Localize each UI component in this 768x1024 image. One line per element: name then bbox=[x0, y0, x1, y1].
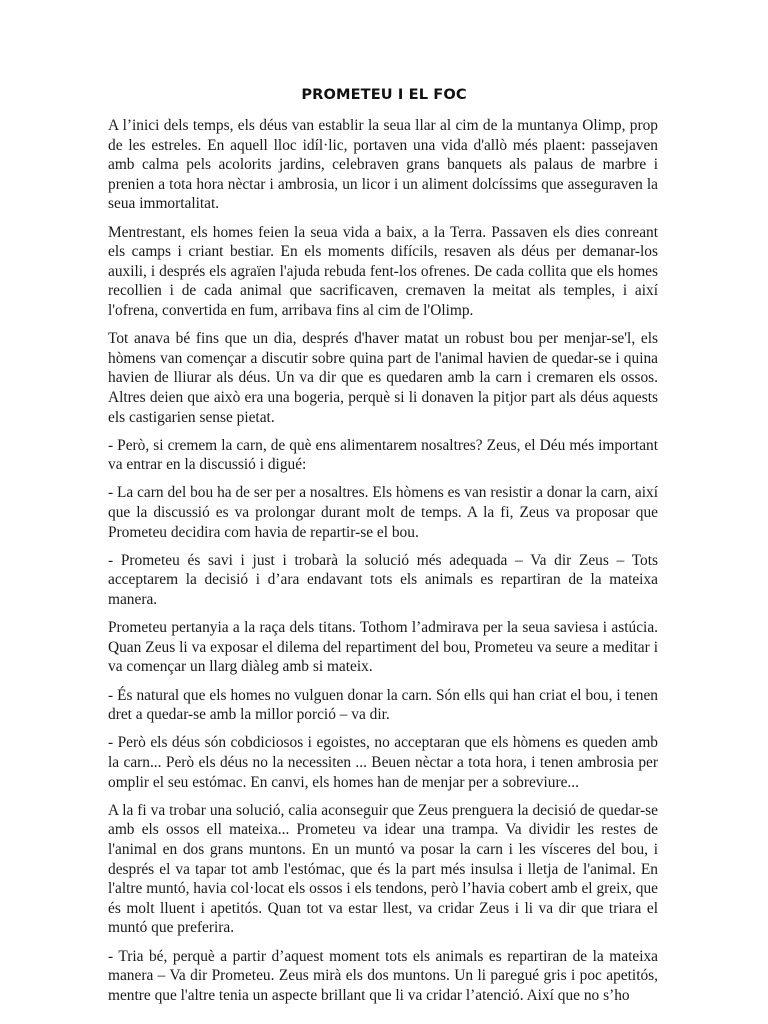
document-title: PROMETEU I EL FOC bbox=[301, 86, 467, 103]
document-body bbox=[108, 116, 658, 1014]
paragraph: Prometeu pertanyia a la raça dels titans. Tothom l’admirava per la seua saviesa i astúcia. Quan Zeus li va exposar el dilema del repartiment del bou, Prometeu va seure a meditar i va començar un llarg diàleg amb si mateix. bbox=[108, 619, 658, 676]
paragraph: Tot anava bé fins que un dia, després d'haver matat un robust bou per menjar-se'l, els hòmens van començar a discutir sobre quina part de l'animal havien de quedar-se i quina havien de lliurar als déus. Un va dir que es quedaren amb la carn i cremaren els ossos. Altres deien que això era una bogeria, perquè si li donaven la pitjor part als déus aquests els castigarien sense pietat. bbox=[108, 330, 658, 426]
paragraph: A l’inici dels temps, els déus van establir la seua llar al cim de la muntanya Olimp, prop de les estreles. En aquell lloc idíl·lic, portaven una vida d'allò més plaent: passejaven amb calma pels acolorits jardins, celebraven grans banquets als palaus de marbre i prenien a tota hora nèctar i ambrosia, un licor i un aliment dolcíssims que asseguraven la seua immortalitat. bbox=[108, 117, 658, 213]
paragraph: - La carn del bou ha de ser per a nosaltres. Els hòmens es van resistir a donar la carn, així que la discussió es va prolongar durant molt de temps. A la fi, Zeus va proposar que Prometeu decidira com havia de repartir-se el bou. bbox=[108, 484, 658, 541]
paragraph: - Però els déus són cobdiciosos i egoistes, no acceptaran que els hòmens es queden amb la carn... Però els déus no la necessiten ... Beuen nèctar a tota hora, i tenen ambrosia per omplir el seu estómac. En canvi, els homes han de menjar per a sobreviure... bbox=[108, 734, 658, 791]
paragraph: - Tria bé, perquè a partir d’aquest moment tots els animals es repartiran de la mateixa manera – Va dir Prometeu. Zeus mirà els dos muntons. Un li paregué gris i poc apetitós, mentre que l'altre tenia un aspecte brillant que li va cridar l’atenció. Així que no s’ho bbox=[108, 947, 658, 1004]
paragraph: A la fi va trobar una solució, calia aconseguir que Zeus prenguera la decisió de quedar-se amb els ossos ell mateixa... Prometeu va idear una trampa. Va dividir les restes de l'animal en dos grans muntons. En un muntó va posar la carn i les vísceres del bou, i després el va tapar tot amb l'estómac, que és la part més insulsa i lletja de l'animal. En l'altre muntó, havia col·locat els ossos i els tendons, però l’havia cobert amb el greix, que és molt lluent i apetitós. Quan tot va estar llest, va cridar Zeus i li va dir que triara el muntó que preferira. bbox=[108, 801, 658, 937]
paragraph: Mentrestant, els homes feien la seua vida a baix, a la Terra. Passaven els dies conreant els camps i criant bestiar. En els moments difícils, resaven als déus per demanar-los auxili, i després els agraïen l'ajuda rebuda fent-los ofrenes. De cada collita que els homes recollien i de cada animal que sacrificaven, cremaven la meitat als temples, i així l'ofrena, convertida en fum, arribava fins al cim de l'Olimp. bbox=[108, 223, 658, 319]
paragraph: - És natural que els homes no vulguen donar la carn. Són ells qui han criat el bou, i tenen dret a quedar-se amb la millor porció – va dir. bbox=[108, 686, 658, 724]
paragraph: - Però, si cremem la carn, de què ens alimentarem nosaltres? Zeus, el Déu més important va entrar en la discussió i digué: bbox=[108, 436, 658, 474]
paragraph: - Prometeu és savi i just i trobarà la solució més adequada – Va dir Zeus – Tots acceptarem la decisió i d’ara endavant tots els animals es repartiran de la mateixa manera. bbox=[108, 551, 658, 609]
